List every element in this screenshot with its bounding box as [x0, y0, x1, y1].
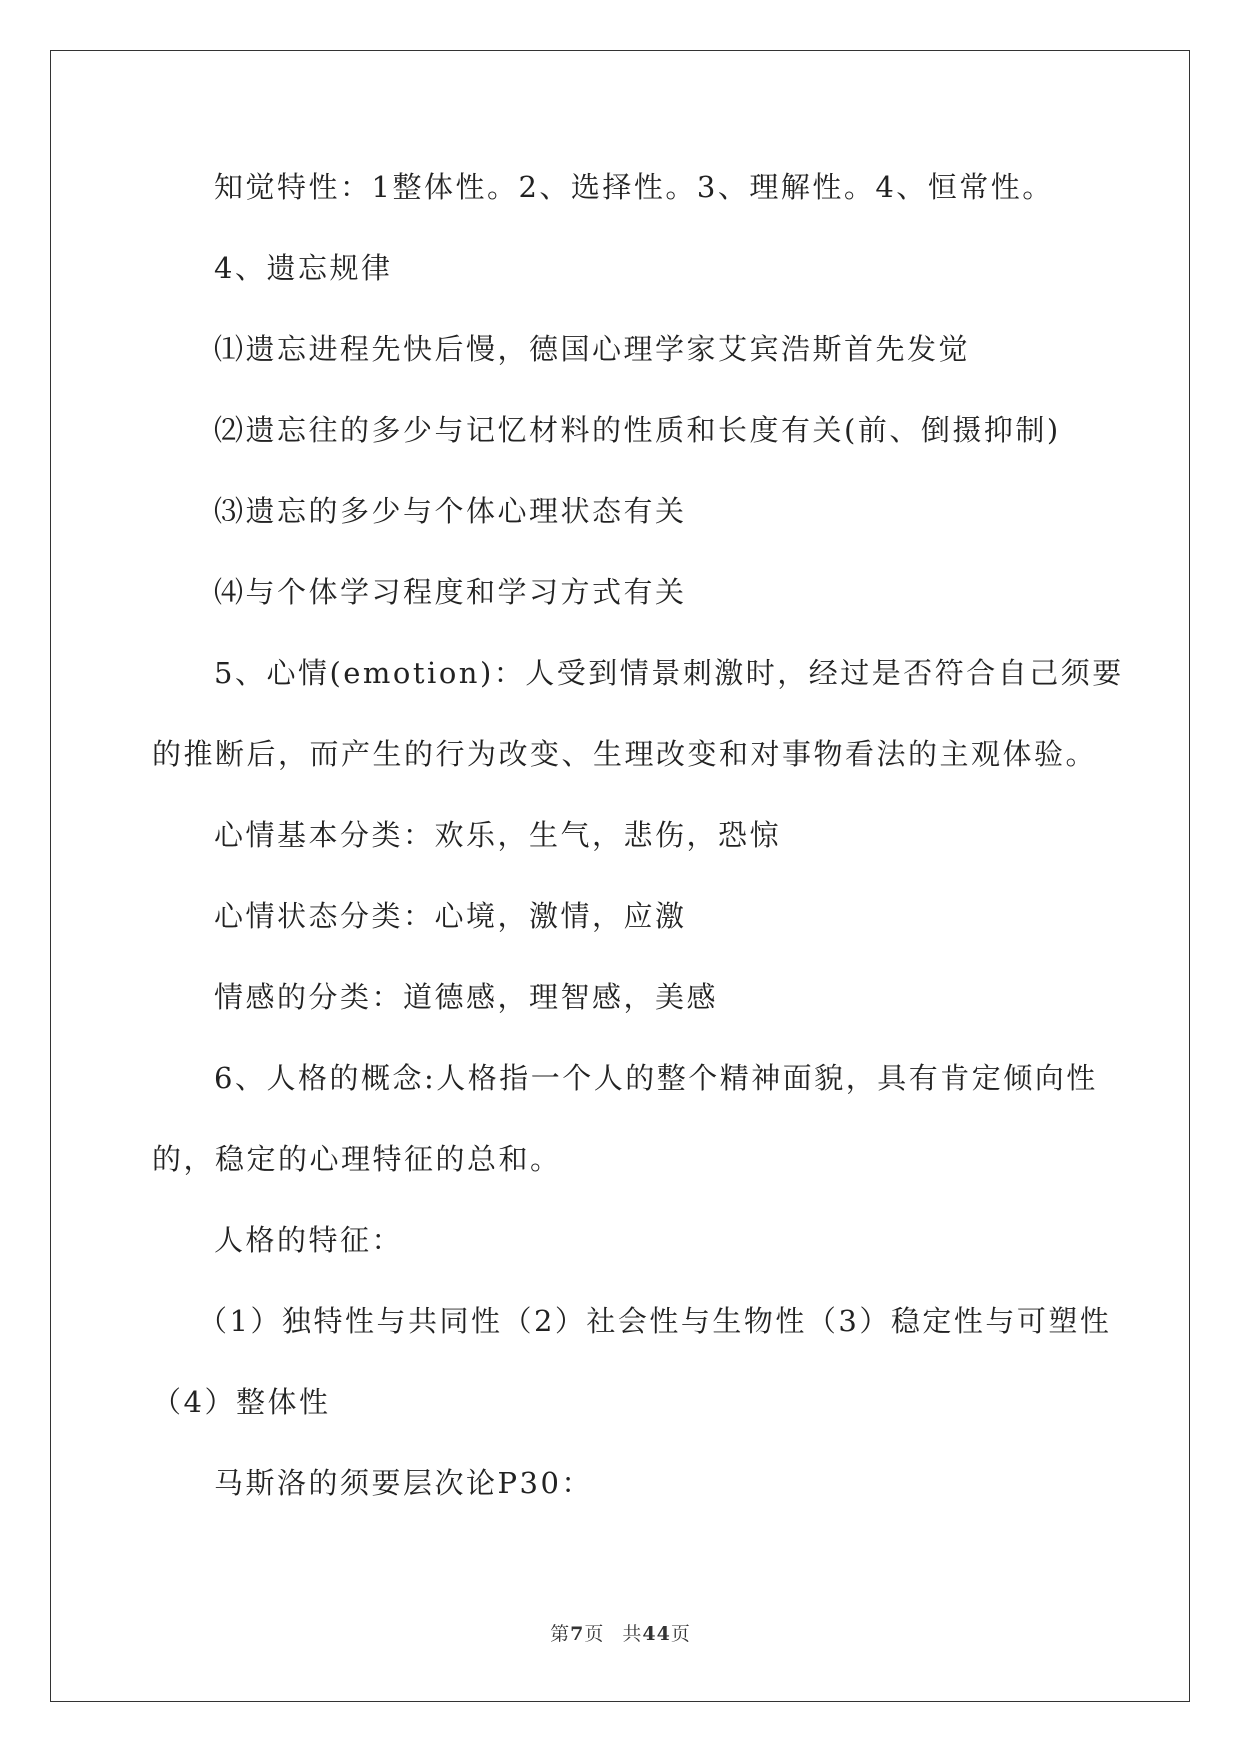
- text-line-forgetting-1: ⑴遗忘进程先快后慢，德国心理学家艾宾浩斯首先发觉: [214, 332, 971, 366]
- text-line-forgetting-2: ⑵遗忘往的多少与记忆材料的性质和长度有关(前、倒摄抑制): [214, 413, 1061, 447]
- text-line-emotion-definition-cont: 的推断后，而产生的行为改变、生理改变和对事物看法的主观体验。: [152, 737, 1098, 771]
- text-line-emotion-basic: 心情基本分类：欢乐，生气，悲伤，恐惊: [214, 818, 782, 852]
- text-line-personality-concept-cont: 的，稳定的心理特征的总和。: [152, 1142, 562, 1176]
- text-line-emotion-state: 心情状态分类：心境，激情，应激: [214, 899, 687, 933]
- page-border: [50, 50, 1190, 1702]
- text-line-personality-traits-cont: （4）整体性: [152, 1385, 331, 1419]
- footer-page-suffix: 页: [584, 1623, 605, 1645]
- text-line-perception-traits: 知觉特性：1整体性。2、选择性。3、理解性。4、恒常性。: [214, 170, 1054, 204]
- text-line-forgetting-3: ⑶遗忘的多少与个体心理状态有关: [214, 494, 687, 528]
- text-line-personality-traits: （1）独特性与共同性（2）社会性与生物性（3）稳定性与可塑性: [198, 1304, 1112, 1338]
- footer-total-suffix: 页: [670, 1623, 691, 1645]
- text-line-forgetting-4: ⑷与个体学习程度和学习方式有关: [214, 575, 687, 609]
- text-line-feeling-types: 情感的分类：道德感，理智感，美感: [214, 980, 719, 1014]
- footer-page-number: 7: [570, 1623, 585, 1645]
- text-line-personality-traits-heading: 人格的特征：: [214, 1223, 404, 1257]
- text-line-emotion-definition: 5、心情(emotion)：人受到情景刺激时，经过是否符合自己须要: [214, 656, 1124, 690]
- footer-page-prefix: 第: [550, 1623, 571, 1645]
- text-line-personality-concept: 6、人格的概念:人格指一个人的整个精神面貌，具有肯定倾向性: [214, 1061, 1098, 1095]
- footer-total-pages: 44: [642, 1623, 671, 1645]
- text-line-maslow: 马斯洛的须要层次论P30：: [214, 1466, 593, 1500]
- footer-total-prefix: 共: [622, 1623, 643, 1645]
- page-footer: [0, 1619, 1241, 1646]
- heading-forgetting-law: 4、遗忘规律: [214, 251, 393, 285]
